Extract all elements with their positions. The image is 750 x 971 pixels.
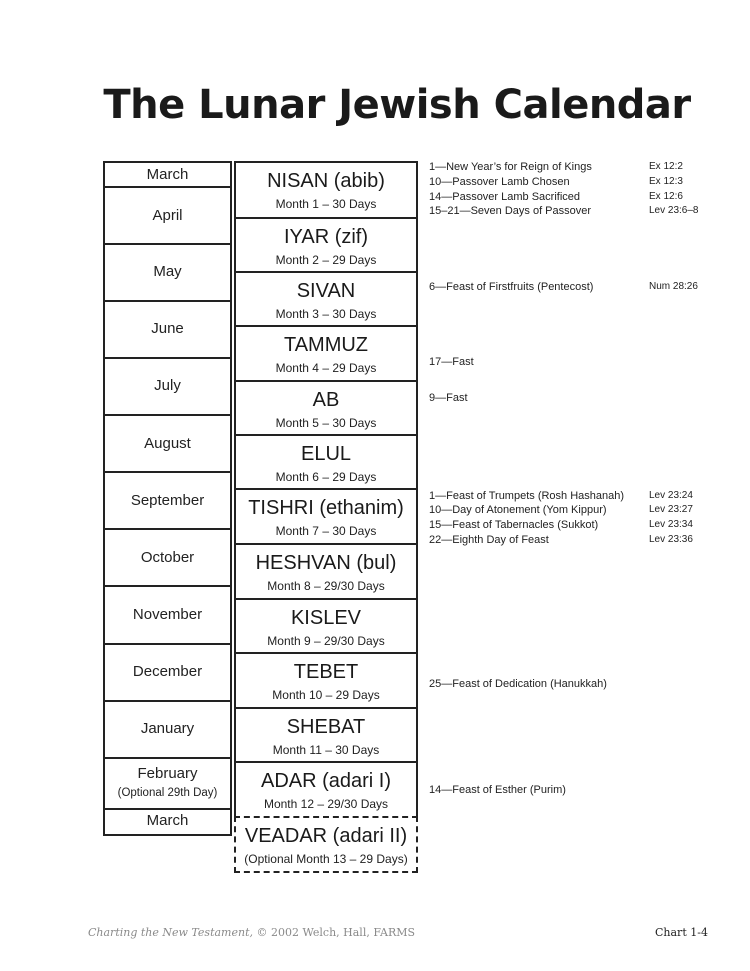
gregorian-month: April <box>152 207 183 224</box>
scripture-ref: Ex 12:2 <box>649 161 683 172</box>
scripture-ref: Ex 12:3 <box>649 176 683 187</box>
footer-source: Charting the New Testament, © 2002 Welch, Hall, FARMS <box>88 926 416 939</box>
hebrew-month-name: IYAR (zif) <box>283 226 369 248</box>
divider <box>105 528 230 530</box>
scripture-ref: Lev 23:6–8 <box>649 205 699 216</box>
gregorian-month: July <box>154 377 181 394</box>
hebrew-month-days: Month 7 – 30 Days <box>275 524 377 538</box>
event-text: 1—Feast of Trumpets (Rosh Hashanah) <box>429 490 625 502</box>
gregorian-month: January <box>140 720 195 737</box>
gregorian-month: November <box>132 606 203 623</box>
hebrew-month-box <box>234 217 418 273</box>
hebrew-month-days: Month 4 – 29 Days <box>275 361 377 375</box>
hebrew-month-days: Month 12 – 29/30 Days <box>263 797 389 811</box>
hebrew-month-days: Month 1 – 30 Days <box>275 197 377 211</box>
hebrew-month-name: NISAN (abib) <box>267 170 385 192</box>
hebrew-month-days: Month 5 – 30 Days <box>275 416 377 430</box>
hebrew-month-box <box>234 325 418 382</box>
hebrew-month-days: Month 10 – 29 Days <box>272 688 380 702</box>
gregorian-month-column <box>103 161 232 836</box>
hebrew-month-name: HESHVAN (bul) <box>255 552 397 574</box>
page-title: The Lunar Jewish Calendar <box>103 82 691 128</box>
hebrew-month-box <box>234 707 418 763</box>
divider <box>105 808 230 810</box>
event-text: 6—Feast of Firstfruits (Pentecost) <box>429 281 594 293</box>
scripture-ref: Lev 23:24 <box>649 490 693 501</box>
gregorian-month: December <box>132 663 203 680</box>
divider <box>105 757 230 759</box>
gregorian-month: August <box>144 435 191 452</box>
hebrew-month-days: Month 2 – 29 Days <box>275 253 377 267</box>
hebrew-month-box <box>234 598 418 654</box>
gregorian-month: September <box>130 492 205 509</box>
hebrew-month-name: TEBET <box>293 661 359 683</box>
divider <box>105 471 230 473</box>
hebrew-month-days: Month 6 – 29 Days <box>275 470 377 484</box>
divider <box>105 186 230 188</box>
gregorian-month: June <box>151 320 184 337</box>
event-text: 17—Fast <box>429 356 474 368</box>
event-text: 14—Feast of Esther (Purim) <box>429 784 566 796</box>
hebrew-month-box <box>234 652 418 709</box>
gregorian-month: March <box>146 166 189 183</box>
hebrew-month-box <box>234 761 418 818</box>
divider <box>105 357 230 359</box>
divider <box>105 243 230 245</box>
divider <box>105 700 230 702</box>
gregorian-month: May <box>153 263 182 280</box>
hebrew-month-name: VEADAR (adari II) <box>244 825 408 847</box>
event-text: 1—New Year’s for Reign of Kings <box>429 161 592 173</box>
event-text: 22—Eighth Day of Feast <box>429 534 549 546</box>
hebrew-month-name: ADAR (adari I) <box>260 770 392 792</box>
event-text: 10—Day of Atonement (Yom Kippur) <box>429 504 607 516</box>
gregorian-month-note: (Optional 29th Day) <box>117 787 218 799</box>
scripture-ref: Ex 12:6 <box>649 191 683 202</box>
hebrew-month-box <box>234 543 418 600</box>
divider <box>105 300 230 302</box>
hebrew-leap-month-box <box>234 816 418 873</box>
event-text: 15—Feast of Tabernacles (Sukkot) <box>429 519 599 531</box>
hebrew-month-days: Month 3 – 30 Days <box>275 307 377 321</box>
gregorian-month: October <box>140 549 195 566</box>
hebrew-month-name: ELUL <box>300 443 352 465</box>
event-text: 25—Feast of Dedication (Hanukkah) <box>429 678 607 690</box>
scripture-ref: Lev 23:36 <box>649 534 693 545</box>
gregorian-month: March <box>146 812 189 829</box>
scripture-ref: Num 28:26 <box>649 281 698 292</box>
hebrew-month-box <box>234 380 418 436</box>
hebrew-month-days: Month 8 – 29/30 Days <box>267 579 385 593</box>
event-text: 10—Passover Lamb Chosen <box>429 176 570 188</box>
hebrew-month-box <box>234 161 418 219</box>
scripture-ref: Lev 23:27 <box>649 504 693 515</box>
divider <box>105 585 230 587</box>
hebrew-month-name: TAMMUZ <box>283 334 369 356</box>
event-text: 14—Passover Lamb Sacrificed <box>429 191 581 203</box>
hebrew-month-name: SHEBAT <box>286 716 366 738</box>
hebrew-month-days: (Optional Month 13 – 29 Days) <box>244 852 408 866</box>
scripture-ref: Lev 23:34 <box>649 519 693 530</box>
gregorian-month: February (Optional 29th Day) <box>117 765 218 799</box>
hebrew-month-box <box>234 271 418 327</box>
divider <box>105 643 230 645</box>
hebrew-month-name: KISLEV <box>290 607 362 629</box>
divider <box>105 414 230 416</box>
hebrew-month-box <box>234 488 418 545</box>
hebrew-month-name: AB <box>312 389 340 411</box>
hebrew-month-name: TISHRI (ethanim) <box>248 497 404 519</box>
hebrew-month-days: Month 11 – 30 Days <box>272 743 380 757</box>
hebrew-month-name: SIVAN <box>296 280 356 302</box>
footer-chart-number: Chart 1-4 <box>655 926 708 939</box>
hebrew-month-days: Month 9 – 29/30 Days <box>267 634 385 648</box>
event-text: 15–21—Seven Days of Passover <box>429 205 592 217</box>
event-text: 9—Fast <box>429 392 468 404</box>
hebrew-month-box <box>234 434 418 490</box>
